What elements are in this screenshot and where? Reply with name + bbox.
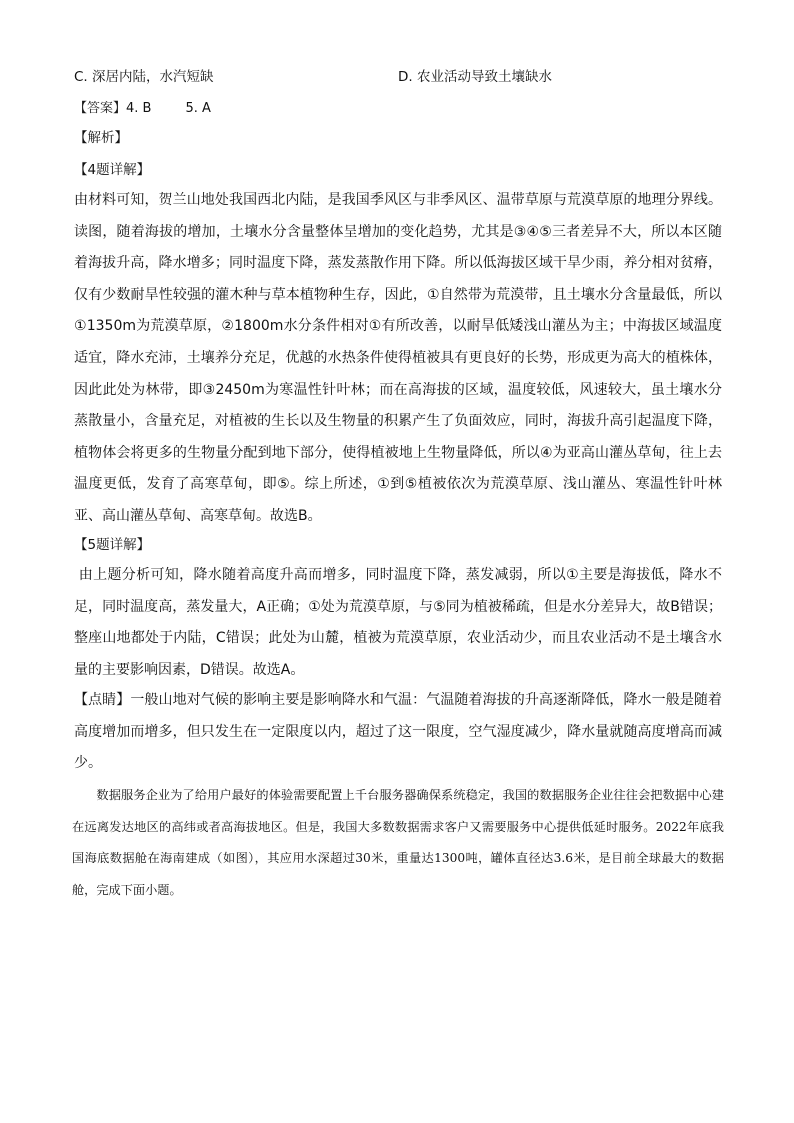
q4-detail-heading: 【4题详解】 [74,162,151,178]
answer-q5: 5. A [185,101,211,116]
q5-detail-text: 由上题分析可知，降水随着高度升高而增多，同时温度下降，蒸发减弱，所以①主要是海拔低，降水不足，同时温度高，蒸发量大，A正确；①处为荒漠草原，与⑤同为植被稀疏，但是水分差异大，故B错误；整座山地都处于内陆，C错误；此处为山麓，植被为荒漠草原，农业活动少，而且农业活动不是土壤含水量的主要影响因素，D错误。故选A。 [74,567,722,678]
answer-line [74,99,211,119]
answer-q4: 4. B [126,101,152,116]
q5-detail-heading: 【5题详解】 [74,537,151,553]
option-d: D. 农业活动导致土壤缺水 [398,69,552,85]
option-c: C. 深居内陆，水汽短缺 [74,69,214,85]
analysis-heading: 【解析】 [74,130,128,146]
question-material-text: 数据服务企业为了给用户最好的体验需要配置上千台服务器确保系统稳定，我国的数据服务企业往往会把数据中心建在远离发达地区的高纬或者高海拔地区。但是，我国大多数数据需求客户又需要服务中心提供低延时服务。2022年底我国海底数据舱在海南建成（如图），其应用水深超过30米，重量达1300吨，罐体直径达3.6米，是目前全球最大的数据舱，完成下面小题。 [72,788,724,897]
tip-text: 【点睛】一般山地对气候的影响主要是影响降水和气温：气温随着海拔的升高逐渐降低，降水一般是随着高度增加而增多，但只发生在一定限度以内，超过了这一限度，空气湿度减少，降水量就随高度增高而减少。 [74,692,722,772]
q4-detail-text: 由材料可知，贺兰山地处我国西北内陆，是我国季风区与非季风区、温带草原与荒漠草原的地理分界线。读图，随着海拔的增加，土壤水分含量整体呈增加的变化趋势，尤其是③④⑤三者差异不大，所以本区随着海拔升高，降水增多；同时温度下降，蒸发蒸散作用下降。所以低海拔区域干旱少雨，养分相对贫瘠，仅有少数耐旱性较强的灌木种与草本植物种生存，因此，①自然带为荒漠带，且土壤水分含量最低，所以①1350m为荒漠草原，②1800m水分条件相对①有所改善，以耐旱低矮浅山灌丛为主；中海拔区域温度 适宜，降水充沛，土壤养分充足，优越的水热条件使得植被具有更良好的长势，形成更为高大的植株体，因此此处为林带，即③2450m为寒温性针叶林；而在高海拔的区域，温度较低，风速较大，虽土壤水分蒸散量小，含量充足，对植被的生长以及生物量的积累产生了负面效应，同时，海拔升高引起温度下降，植物体会将更多的生物量分配到地下部分，使得植被地上生物量降低，所以④为亚高山灌丛草甸，往上去温度更低，发育了高寒草甸，即⑤。综上所述，①到⑤植被依次为荒漠草原、浅山灌丛、寒温性针叶林亚、高山灌丛草甸、高寒草甸。故选B。 [74,192,722,524]
answer-label: 【答案】 [74,101,127,116]
answer-options-row [74,66,734,88]
